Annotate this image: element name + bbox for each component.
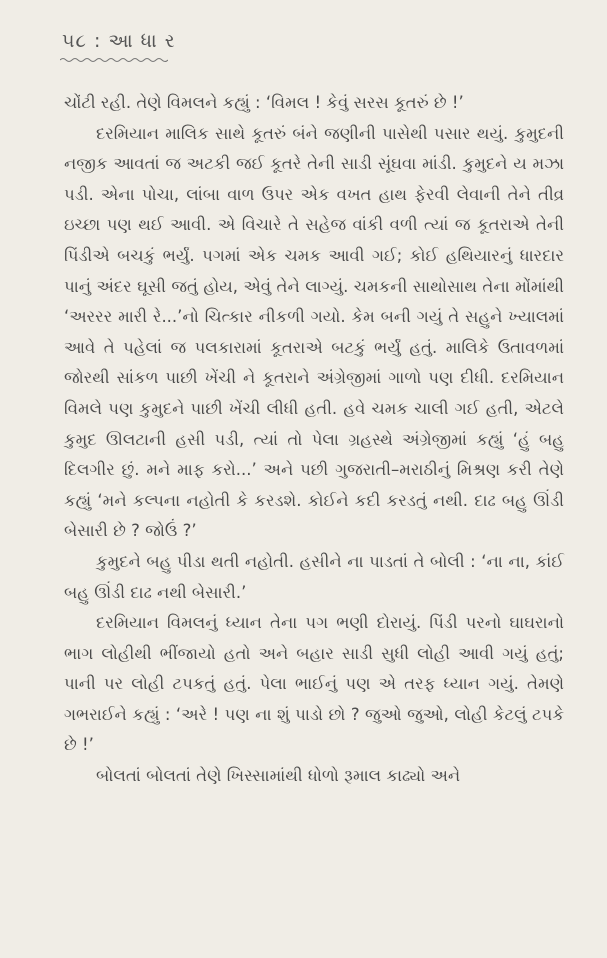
paragraph: દરમિયાન માલિક સાથે કૂતરું બંને જણીની પાસેથી પસાર થયું. કુમુદની નજીક આવતાં જ અટકી જઈ કૂતરે તેની સાડી સૂંઘવા માંડી. કુમુદને ય મઝા પડી. એના પોચા, લાંબા વાળ ઉપર એક વખત હાથ ફેરવી લેવાની તેને તીવ્ર ઇચ્છા પણ થઈ આવી. એ વિચારે તે સહેજ વાંકી વળી ત્યાં જ કૂતરાએ તેની પિંડીએ બચકું ભર્યું. પગમાં એક ચમક આવી ગઈ; કોઈ હથિયારનું ધારદાર પાનું અંદર ઘૂસી જતું હોય, એવું તેને લાગ્યું. ચમકની સાથોસાથ તેના મોંમાંથી ‘અરરર મારી રે...’નો ચિત્કાર નીકળી ગયો. કેમ બની ગયું તે સહુને ખ્યાલમાં આવે તે પહેલાં જ પલકારામાં કૂતરાએ બટકું ભર્યું હતું. માલિકે ઉતાવળમાં જોરથી સાંકળ પાછી ખેંચી ને કૂતરાને અંગ્રેજીમાં ગાળો પણ દીધી. દરમિયાન વિમલે પણ કુમુદને પાછી ખેંચી લીધી હતી. હવે ચમક ચાલી ગઈ હતી, એટલે કુમુદ ઊલટાની હસી પડી, ત્યાં તો પેલા ગ્રહસ્થે અંગ્રેજીમાં કહ્યું ‘હું બહુ દિલગીર છું. મને માફ કરો...’ અને પછી ગુજરાતી–મરાઠીનું મિશ્રણ કરી તેણે કહ્યું ‘મને કલ્પના નહોતી કે કરડશે. કોઈને કદી કરડતું નથી. દાઢ બહુ ઊંડી બેસારી છે ? જોઉં ?’	[64, 123, 564, 541]
paragraph: કુમુદને બહુ પીડા થતી નહોતી. હસીને ના પાડતાં તે બોલી : ‘ના ના, કાંઈ બહુ ઊંડી દાઢ નથી બેસારી.’	[64, 551, 564, 602]
paragraph: ચોંટી રહી. તેણે વિમલને કહ્યું : ‘વિમલ ! કેવું સરસ કૂતરું છે !’	[64, 93, 464, 112]
chapter-title: આ ધા ર	[108, 30, 176, 52]
body-text	[64, 88, 564, 792]
header-separator: :	[93, 30, 102, 52]
paragraph: બોલતાં બોલતાં તેણે ખિસ્સામાંથી ધોળો રૂમાલ કાઢ્યો અને	[96, 766, 461, 786]
header-wavy-rule	[60, 57, 168, 63]
page-number: ૫૮	[62, 30, 87, 52]
paragraph: દરમિયાન વિમલનું ધ્યાન તેના પગ ભણી દોરાયું. પિંડી પરનો ઘાઘરાનો ભાગ લોહીથી ભીંજાયો હતો અને બહાર સાડી સુધી લોહી આવી ગયું હતું; પાની પર લોહી ટપકતું હતું. પેલા ભાઈનું પણ એ તરફ ધ્યાન ગયું. તેમણે ગભરાઈને કહ્યું : ‘અરે ! પણ ના શું પાડો છો ? જુઓ જુઓ, લોહી કેટલું ટપકે છે !’	[64, 613, 564, 755]
page-header	[62, 30, 176, 52]
